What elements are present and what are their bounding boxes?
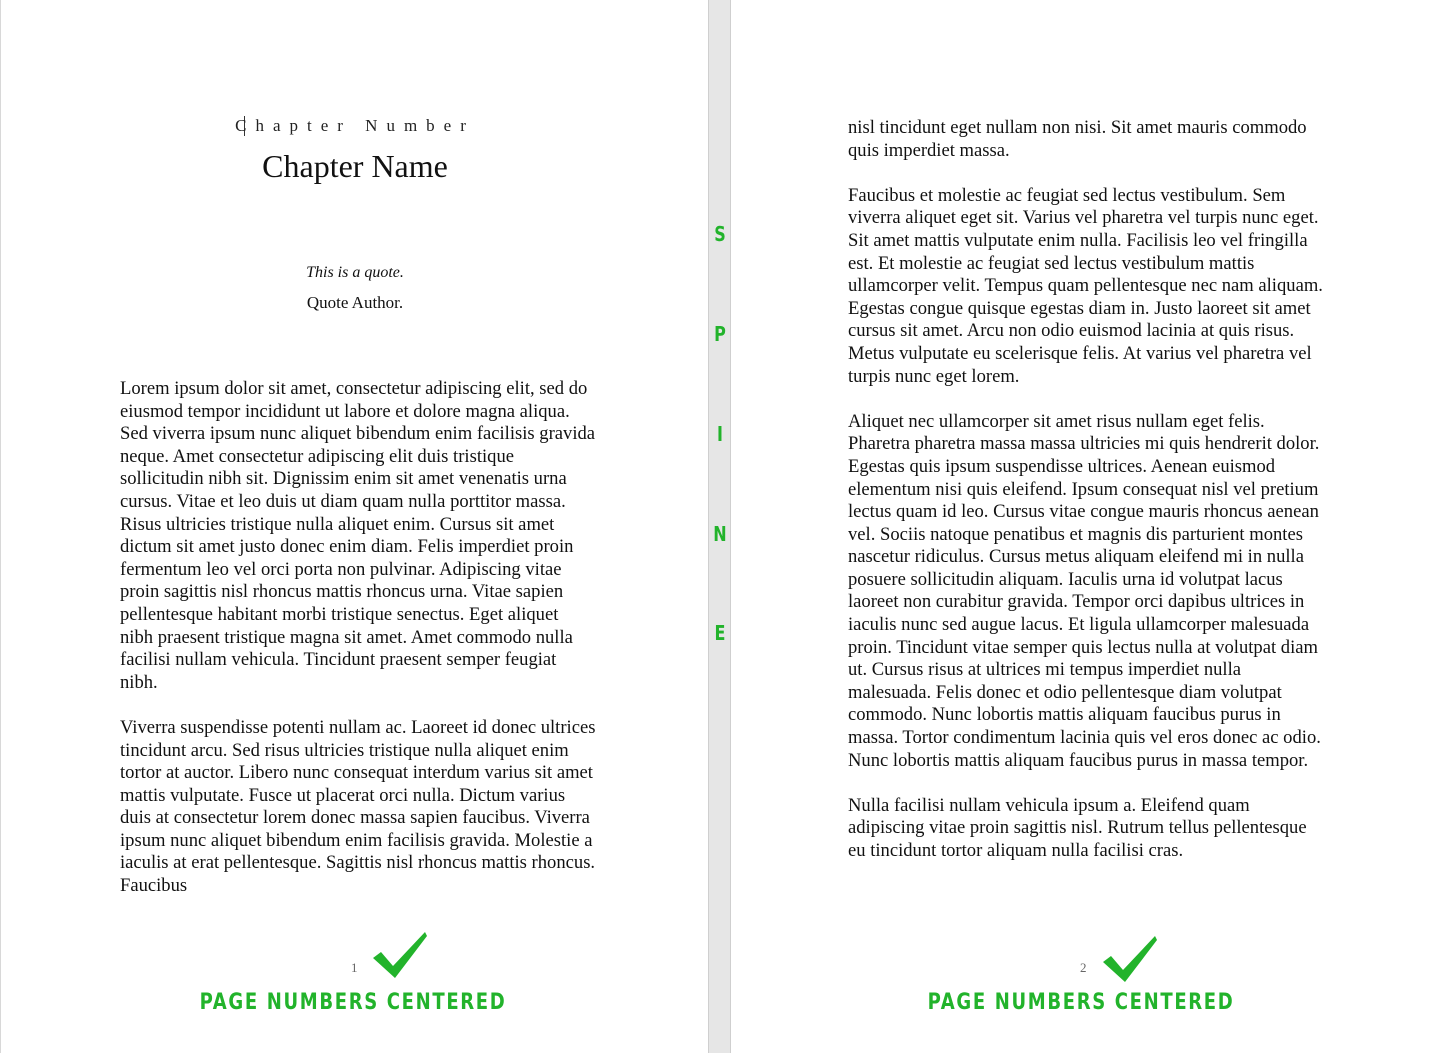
paragraph[interactable]: Faucibus et molestie ac feugiat sed lectus vestibulum. Sem viverra aliquet eget sit. Varius vel pharetra vel turpis nunc eget. Sit amet mattis vulputate enim nulla. Facilisis leo vel fringilla est. Et molestie ac feugiat sed lectus vestibulum mattis ullamcorper velit. Tempus quam pellentesque nec nam aliquam. Egestas congue quisque egestas diam in. Justo laoreet sit amet cursus sit amet. Arcu non odio euismod lacinia at quis risus. Metus vulputate eu scelerisque felis. At varius vel pharetra vel turpis nunc eget lorem. bbox=[848, 184, 1323, 387]
spine-letter: S bbox=[714, 222, 726, 246]
right-page bbox=[731, 0, 1434, 1053]
epigraph-author[interactable]: Quote Author. bbox=[306, 293, 404, 312]
paragraph[interactable]: Nulla facilisi nullam vehicula ipsum a. Eleifend quam adipiscing vitae proin sagittis nisl. Rutrum tellus pellentesque eu tincidunt tortor aliquam nulla facilisi cras. bbox=[848, 794, 1307, 861]
left-page-body[interactable] bbox=[120, 378, 596, 920]
page-number-annotation: PAGE NUMBERS CENTERED bbox=[199, 990, 507, 1015]
spine-letter: I bbox=[717, 422, 723, 446]
paragraph[interactable]: nisl tincidunt eget nullam non nisi. Sit amet mauris commodo quis imperdiet massa. bbox=[848, 117, 1307, 161]
right-page-body[interactable] bbox=[848, 117, 1326, 885]
checkmark-icon bbox=[1101, 934, 1159, 984]
epigraph-quote[interactable]: This is a quote. bbox=[306, 264, 404, 281]
spine-letter: N bbox=[713, 522, 727, 546]
spine-letter: E bbox=[714, 621, 726, 645]
spine-letter: P bbox=[714, 322, 726, 346]
left-page bbox=[0, 0, 708, 1053]
paragraph[interactable]: Lorem ipsum dolor sit amet, consectetur adipiscing elit, sed do eiusmod tempor incididunt ut labore et dolore magna aliqua. Sed viverra ipsum nunc aliquet bibendum enim facilisis gravida neque. Amet consectetur adipiscing elit duis tristique sollicitudin nibh sit. Dignissim enim sit amet venenatis urna cursus. Vitae et leo duis ut diam quam nulla porttitor massa. Risus ultricies tristique nulla aliquet enim. Cursus sit amet dictum sit amet justo donec enim diam. Felis imperdiet proin fermentum leo vel orci porta non pulvinar. Adipiscing vitae proin sagittis nisl rhoncus mattis rhoncus urna. Vitae sapien pellentesque habitant morbi tristique senectus. Eget aliquet nibh praesent tristique magna sit amet. Amet commodo nulla facilisi nullam vehicula. Tincidunt praesent semper feugiat nibh. bbox=[120, 378, 596, 693]
checkmark-icon bbox=[371, 930, 429, 980]
paragraph[interactable]: Viverra suspendisse potenti nullam ac. Laoreet id donec ultrices tincidunt arcu. Sed risus ultricies tristique nulla aliquet enim tortor at auctor. Libero nunc consequat interdum varius sit amet mattis vulputate. Fusce ut placerat orci nulla. Dictum varius duis at consectetur lorem donec massa sapien faucibus. Viverra ipsum nunc aliquet bibendum enim facilisis gravida. Molestie a iaculis at erat pellentesque. Sagittis nisl rhoncus mattis rhoncus. Faucibus bbox=[120, 716, 596, 897]
chapter-number[interactable]: Chapter Number bbox=[235, 116, 475, 135]
page-number: 2 bbox=[1080, 960, 1087, 975]
paragraph[interactable]: Aliquet nec ullamcorper sit amet risus nullam eget felis. Pharetra pharetra massa massa ultricies mi quis hendrerit dolor. Egestas quis ipsum suspendisse ultrices. Aenean euismod elementum nisi quis eleifend. Ipsum consequat nisl vel pretium lectus quam id leo. Cursus vitae congue mauris rhoncus aenean vel. Sociis natoque penatibus et magnis dis parturient montes nascetur ridiculus. Cursus metus aliquam eleifend mi in nulla posuere sollicitudin aliquam. Iaculis urna id volutpat lacus laoreet non curabitur gravida. Tempor orci dapibus ultrices in iaculis nunc sed augue lacus. Et ligula ullamcorper malesuada proin. Tincidunt vitae semper quis lectus nulla at volutpat diam ut. Cursus risus at ultrices mi tempus imperdiet nulla malesuada. Felis donec et odio pellentesque diam volutpat commodo. Nunc lobortis mattis aliquam faucibus purus in massa. Tortor condimentum lacinia quis vel eros donec ac odio. Nunc lobortis mattis aliquam faucibus purus in massa tempor. bbox=[848, 410, 1321, 771]
page-number: 1 bbox=[351, 960, 358, 975]
chapter-name[interactable]: Chapter Name bbox=[262, 148, 448, 184]
page-number-annotation: PAGE NUMBERS CENTERED bbox=[927, 990, 1235, 1015]
